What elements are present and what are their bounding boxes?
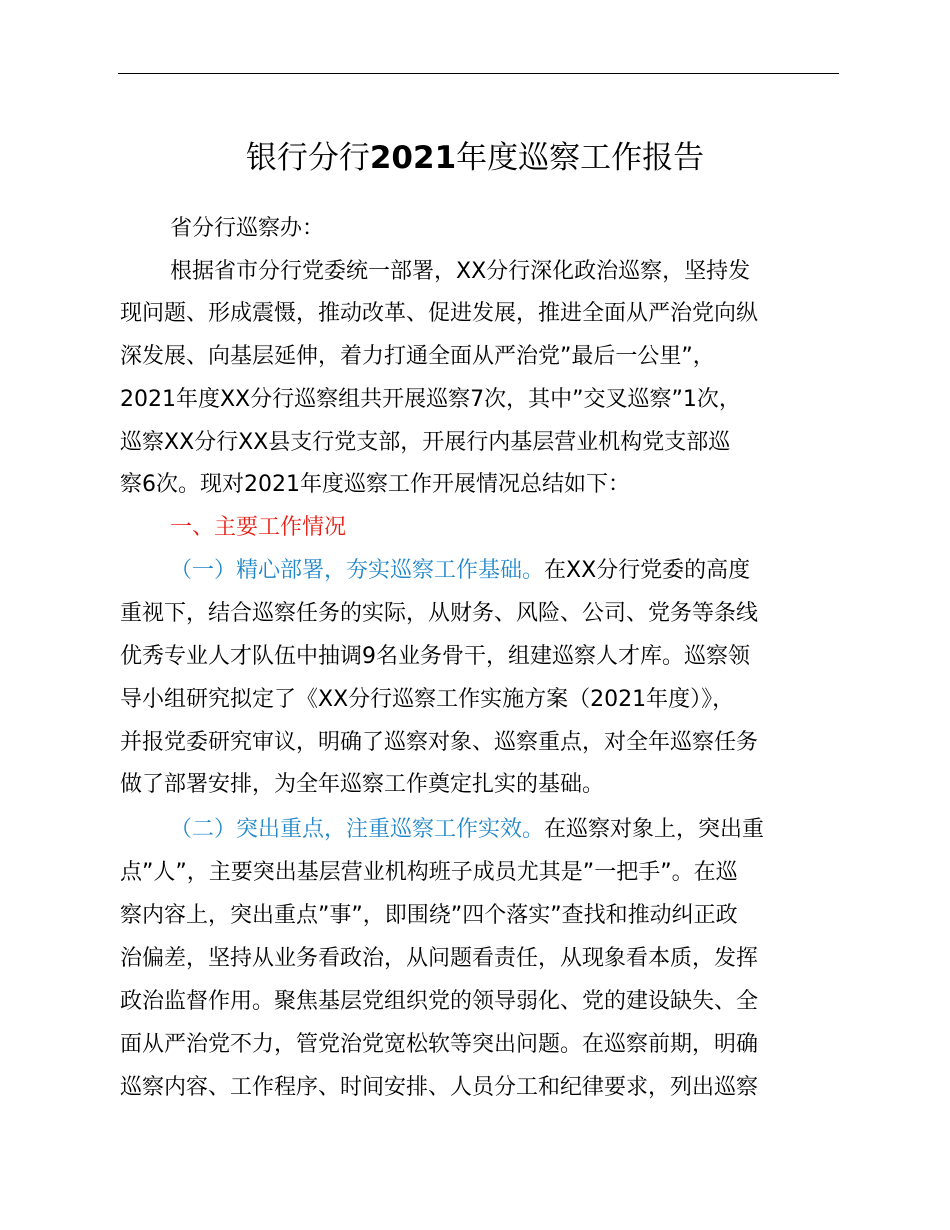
intro-line-1: 根据省市分行党委统一部署，XX分行深化政治巡察，坚持发 bbox=[170, 259, 751, 284]
sub-1-line-5: 并报党委研究审议，明确了巡察对象、巡察重点，对全年巡察任务 bbox=[120, 730, 759, 755]
document-title bbox=[0, 136, 950, 180]
sub-2-first-line bbox=[170, 813, 764, 847]
title-year: 2021 bbox=[369, 140, 457, 176]
salutation: 省分行巡察办： bbox=[170, 216, 325, 241]
sub-2-line-2: 点”人”，主要突出基层营业机构班子成员尤其是”一把手”。在巡 bbox=[120, 860, 738, 885]
sub-2-first-line-rest: 在巡察对象上，突出重 bbox=[544, 817, 765, 842]
title-part-1: 银行分行 bbox=[245, 140, 370, 176]
section-1-heading: 一、主要工作情况 bbox=[170, 515, 347, 540]
intro-line-6: 察6次。现对2021年度巡察工作开展情况总结如下： bbox=[120, 472, 630, 497]
sub-1-first-line-rest: 在XX分行党委的高度 bbox=[544, 558, 751, 583]
sub-1-first-line bbox=[170, 554, 750, 588]
intro-line-4: 2021年度XX分行巡察组共开展巡察7次，其中”交叉巡察”1次， bbox=[120, 387, 741, 412]
sub-1-line-4: 导小组研究拟定了《XX分行巡察工作实施方案（2021年度）》， bbox=[120, 687, 735, 712]
sub-2-line-3: 察内容上，突出重点”事”，即围绕”四个落实”查找和推动纠正政 bbox=[120, 903, 738, 928]
intro-line-2: 现问题、形成震慑，推动改革、促进发展，推进全面从严治党向纵 bbox=[120, 301, 759, 326]
sub-2-line-6: 面从严治党不力，管党治党宽松软等突出问题。在巡察前期，明确 bbox=[120, 1032, 759, 1057]
sub-2-line-4: 治偏差，坚持从业务看政治，从问题看责任，从现象看本质，发挥 bbox=[120, 946, 759, 971]
sub-1-line-6: 做了部署安排，为全年巡察工作奠定扎实的基础。 bbox=[120, 772, 605, 797]
title-part-2: 年度巡察工作报告 bbox=[456, 140, 705, 176]
sub-1-line-3: 优秀专业人才队伍中抽调9名业务骨干，组建巡察人才库。巡察领 bbox=[120, 644, 750, 669]
sub-1-heading: （一）精心部署，夯实巡察工作基础。 bbox=[170, 558, 545, 583]
sub-2-line-5: 政治监督作用。聚焦基层党组织党的领导弱化、党的建设缺失、全 bbox=[120, 989, 759, 1014]
header-rule bbox=[118, 73, 839, 74]
sub-2-heading: （二）突出重点，注重巡察工作实效。 bbox=[170, 817, 545, 842]
sub-2-line-7: 巡察内容、工作程序、时间安排、人员分工和纪律要求，列出巡察 bbox=[120, 1075, 759, 1100]
intro-line-3: 深发展、向基层延伸，着力打通全面从严治党”最后一公里”， bbox=[120, 344, 715, 369]
intro-line-5: 巡察XX分行XX县支行党支部，开展行内基层营业机构党支部巡 bbox=[120, 430, 731, 455]
sub-1-line-2: 重视下，结合巡察任务的实际，从财务、风险、公司、党务等条线 bbox=[120, 601, 759, 626]
